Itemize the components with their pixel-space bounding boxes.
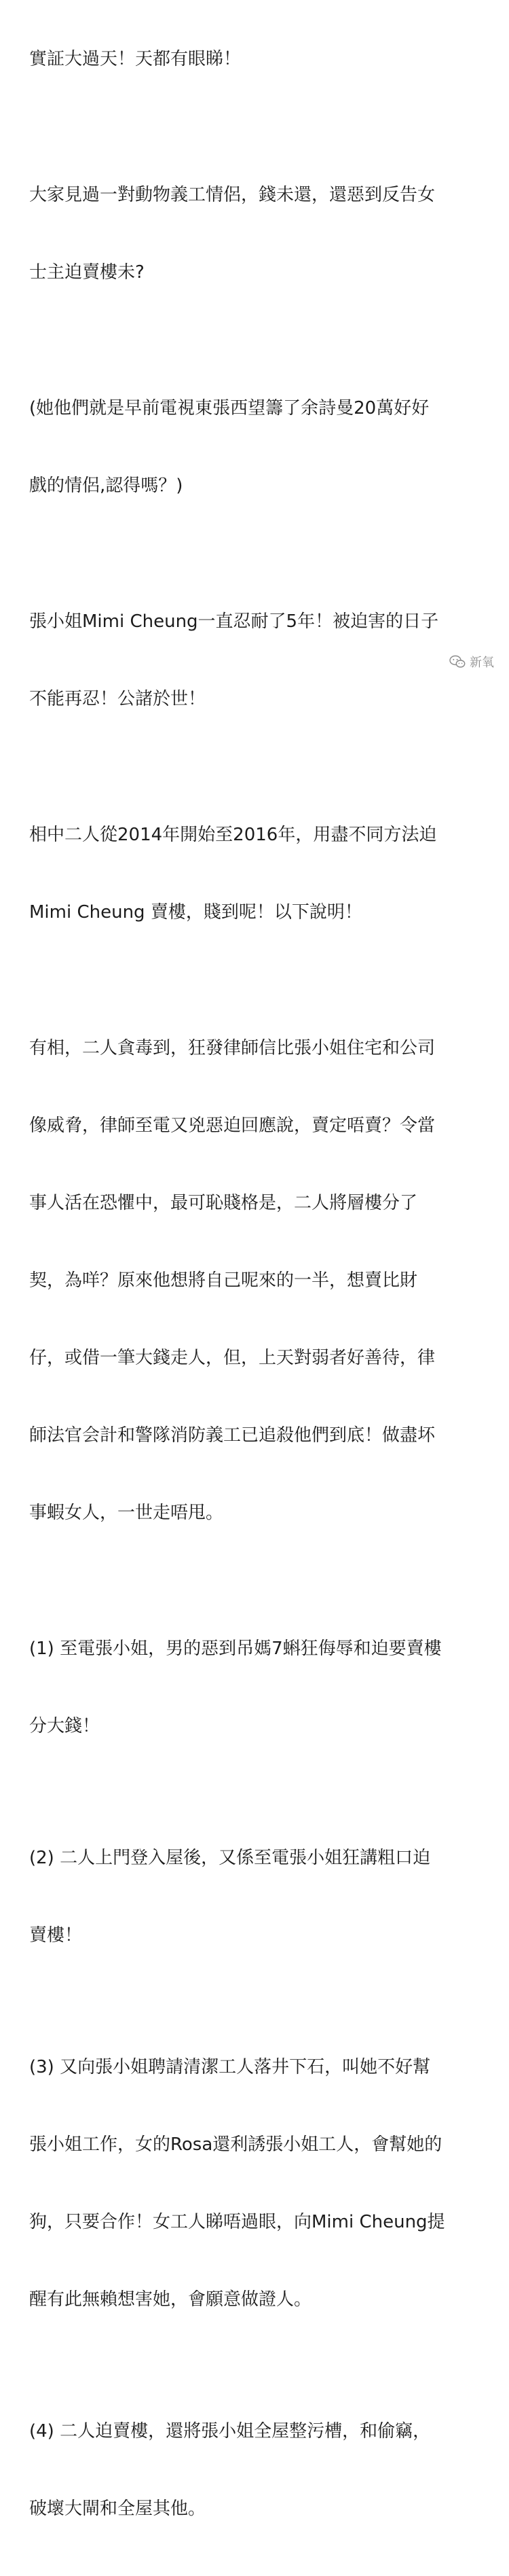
paragraph — [29, 0, 497, 124]
text-line: 仔，或借一筆大錢走人，但，上天對弱者好善待，律 — [29, 1348, 436, 1368]
list-item — [29, 1584, 497, 1791]
wechat-icon — [449, 655, 466, 668]
list-item — [29, 2367, 497, 2573]
text-line: (她他們就是早前電視東張西望籌了余詩曼20萬好好 — [29, 398, 430, 418]
text-line: 師法官会計和警隊消防義工已追殺他們到底！做盡坏 — [29, 1425, 436, 1446]
text-line: 有相，二人貪毒到，狂發律師信比張小姐住宅和公司 — [29, 1038, 436, 1058]
text-line: 分大錢！ — [29, 1716, 100, 1736]
list-item — [29, 2003, 497, 2364]
text-line: Mimi Cheung 賣樓，賤到呢！以下說明！ — [29, 902, 362, 923]
text-line: 醒有此無賴想害她，會願意做證人。 — [29, 2289, 312, 2310]
text-line: 像威脅，律師至電又兇惡迫回應說，賣定唔賣？令當 — [29, 1115, 436, 1136]
text-line: 戲的情侶,認得嗎？) — [29, 476, 183, 496]
text-line: 相中二人從2014年開始至2016年，用盡不同方法迫 — [29, 825, 437, 845]
paragraph — [29, 130, 497, 337]
text-line: (2) 二人上門登入屋後，又係至電張小姐狂講粗口迫 — [29, 1848, 431, 1868]
text-line: 張小姐Mimi Cheung一直忍耐了5年！被迫害的日子 — [29, 611, 439, 632]
text-line: 大家見過一對動物義工情侶，錢未還，還惡到反告女 — [29, 185, 436, 205]
text-line: 事蝦女人，一世走唔甩。 — [29, 1503, 224, 1523]
text-line: (3) 又向張小姐聘請清潔工人落井下石，叫她不好幫 — [29, 2057, 431, 2077]
text-line: 賣樓！ — [29, 1925, 83, 1946]
text-line: (1) 至電張小姐，男的惡到吊媽7蝌狂侮辱和迫要賣樓 — [29, 1639, 442, 1659]
text-line: 狗，只要合作！女工人睇唔過眼，向Mimi Cheung提 — [29, 2212, 445, 2232]
text-line: 張小姐工作，女的Rosa還利誘張小姐工人，會幫她的 — [29, 2134, 442, 2155]
watermark-text: 新氧 — [470, 656, 494, 670]
post-body — [29, 0, 497, 2576]
paragraph — [29, 984, 497, 1577]
text-line: 事人活在恐懼中，最可恥賤格是，二人將層樓分了 — [29, 1193, 418, 1213]
post-paragraphs — [29, 0, 497, 1577]
text-line: 不能再忍！公諸於世！ — [29, 689, 206, 709]
list-item — [29, 1793, 497, 2000]
source-watermark — [449, 653, 494, 670]
text-line: 契，為咩？原來他想將自己呢來的一半，想賣比財 — [29, 1270, 418, 1291]
text-line: 實証大過天！天都有眼睇！ — [29, 49, 242, 69]
text-line: 破壞大閘和全屋其他。 — [29, 2499, 206, 2519]
paragraph — [29, 557, 497, 764]
text-line: (4) 二人迫賣樓，還將張小姐全屋整污槽，和偷竊， — [29, 2421, 431, 2441]
text-line: 士主迫賣樓未? — [29, 262, 145, 283]
paragraph — [29, 770, 497, 977]
paragraph — [29, 344, 497, 550]
numbered-list — [29, 1584, 497, 2573]
